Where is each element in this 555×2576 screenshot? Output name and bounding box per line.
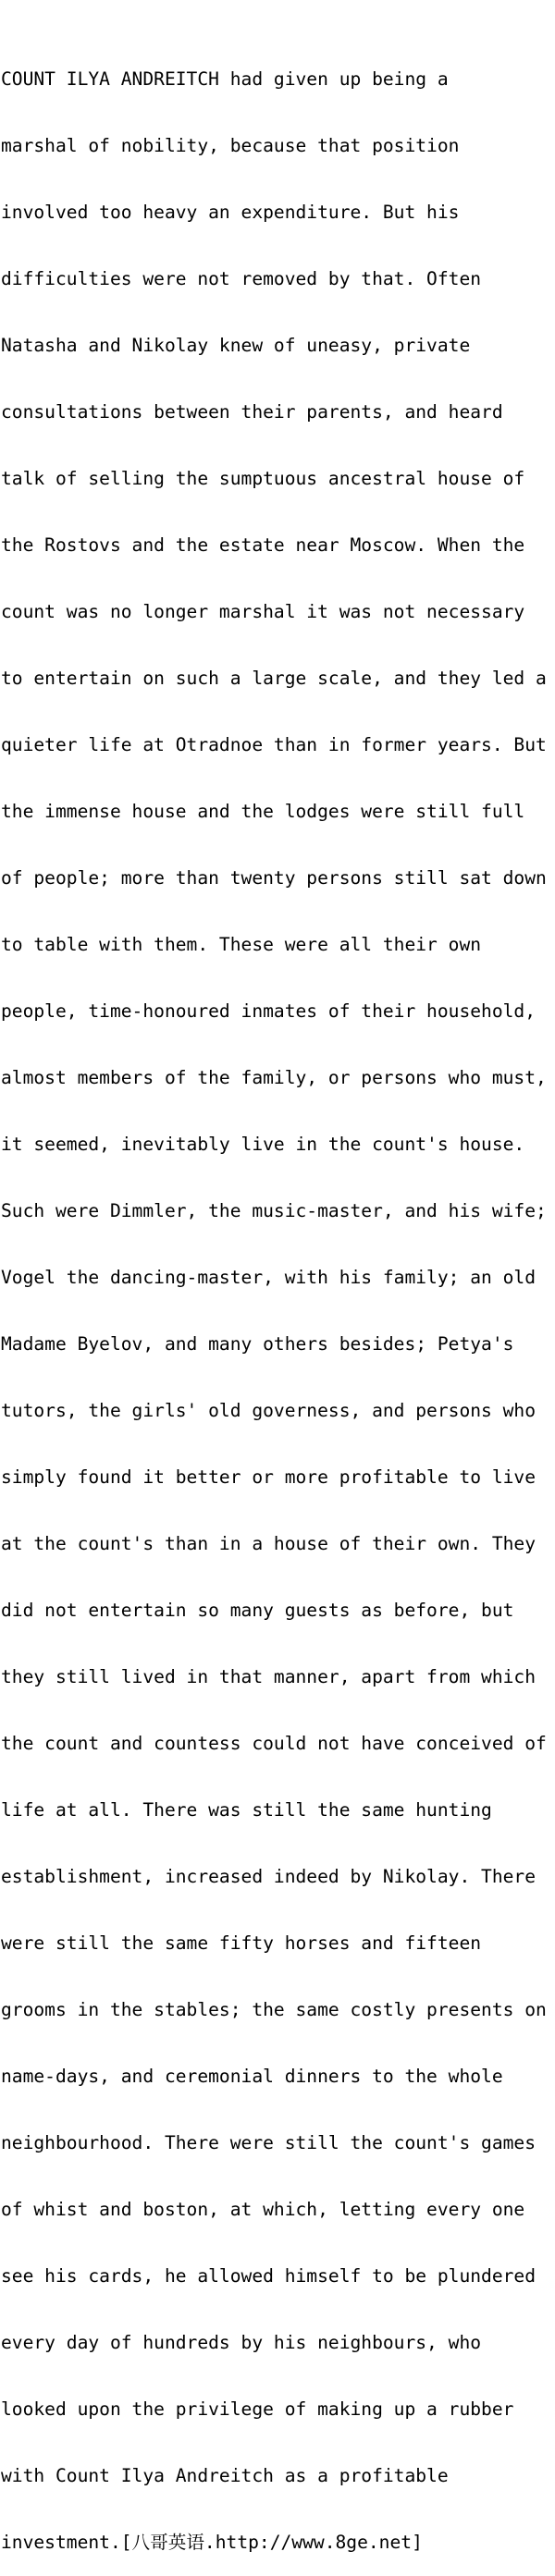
text-line: COUNT ILYA ANDREITCH had given up being a (1, 68, 449, 90)
text-line: looked upon the privilege of making up a rubber (1, 2398, 514, 2420)
text-line: to table with them. These were all their own (1, 934, 482, 955)
text-line: the immense house and the lodges were still full (1, 801, 525, 822)
text-line: difficulties were not removed by that. Often (1, 268, 482, 289)
text-line: they still lived in that manner, apart from which (1, 1666, 536, 1687)
text-line: Natasha and Nikolay knew of uneasy, private (1, 335, 471, 356)
text-line: to entertain on such a large scale, and they led a (1, 668, 547, 689)
text-line: the count and countess could not have conceived of (1, 1733, 547, 1754)
text-line: did not entertain so many guests as before, but (1, 1600, 514, 1621)
text-line: with Count Ilya Andreitch as a profitable (1, 2465, 449, 2486)
text-line: at the count's than in a house of their own. They (1, 1533, 536, 1554)
text-line: investment.[八哥英语.http://www.8ge.net] (1, 2532, 423, 2553)
text-line: Vogel the dancing-master, with his family; an old (1, 1267, 536, 1288)
text-line: establishment, increased indeed by Nikolay. There (1, 1866, 536, 1887)
text-line: simply found it better or more profitable to live (1, 1466, 536, 1488)
text-line: quieter life at Otradnoe than in former years. But (1, 734, 547, 755)
document-text (1, 24, 555, 2576)
text-line: of whist and boston, at which, letting every one (1, 2199, 525, 2220)
text-line: name-days, and ceremonial dinners to the whole (1, 2066, 503, 2087)
text-line: talk of selling the sumptuous ancestral house of (1, 468, 525, 489)
text-line: it seemed, inevitably live in the count's house. (1, 1134, 525, 1155)
text-line: life at all. There was still the same hunting (1, 1799, 492, 1821)
text-line: tutors, the girls' old governess, and persons who (1, 1400, 536, 1421)
text-line: Such were Dimmler, the music-master, and his wife; (1, 1200, 547, 1221)
text-line: consultations between their parents, and heard (1, 401, 503, 423)
text-line: see his cards, he allowed himself to be plundered (1, 2265, 536, 2287)
text-line: neighbourhood. There were still the count's games (1, 2132, 536, 2153)
text-line: were still the same fifty horses and fifteen (1, 1932, 482, 1954)
text-line: involved too heavy an expenditure. But his (1, 202, 460, 223)
text-line: almost members of the family, or persons who must, (1, 1067, 547, 1088)
text-line: every day of hundreds by his neighbours, who (1, 2332, 482, 2353)
text-line: people, time-honoured inmates of their household, (1, 1000, 536, 1022)
text-line: of people; more than twenty persons still sat down (1, 867, 547, 889)
text-line: grooms in the stables; the same costly presents on (1, 1999, 547, 2020)
text-line: count was no longer marshal it was not necessary (1, 601, 525, 622)
text-line: marshal of nobility, because that position (1, 135, 460, 156)
text-line: the Rostovs and the estate near Moscow. When the (1, 534, 525, 556)
text-line: Madame Byelov, and many others besides; Petya's (1, 1333, 514, 1355)
